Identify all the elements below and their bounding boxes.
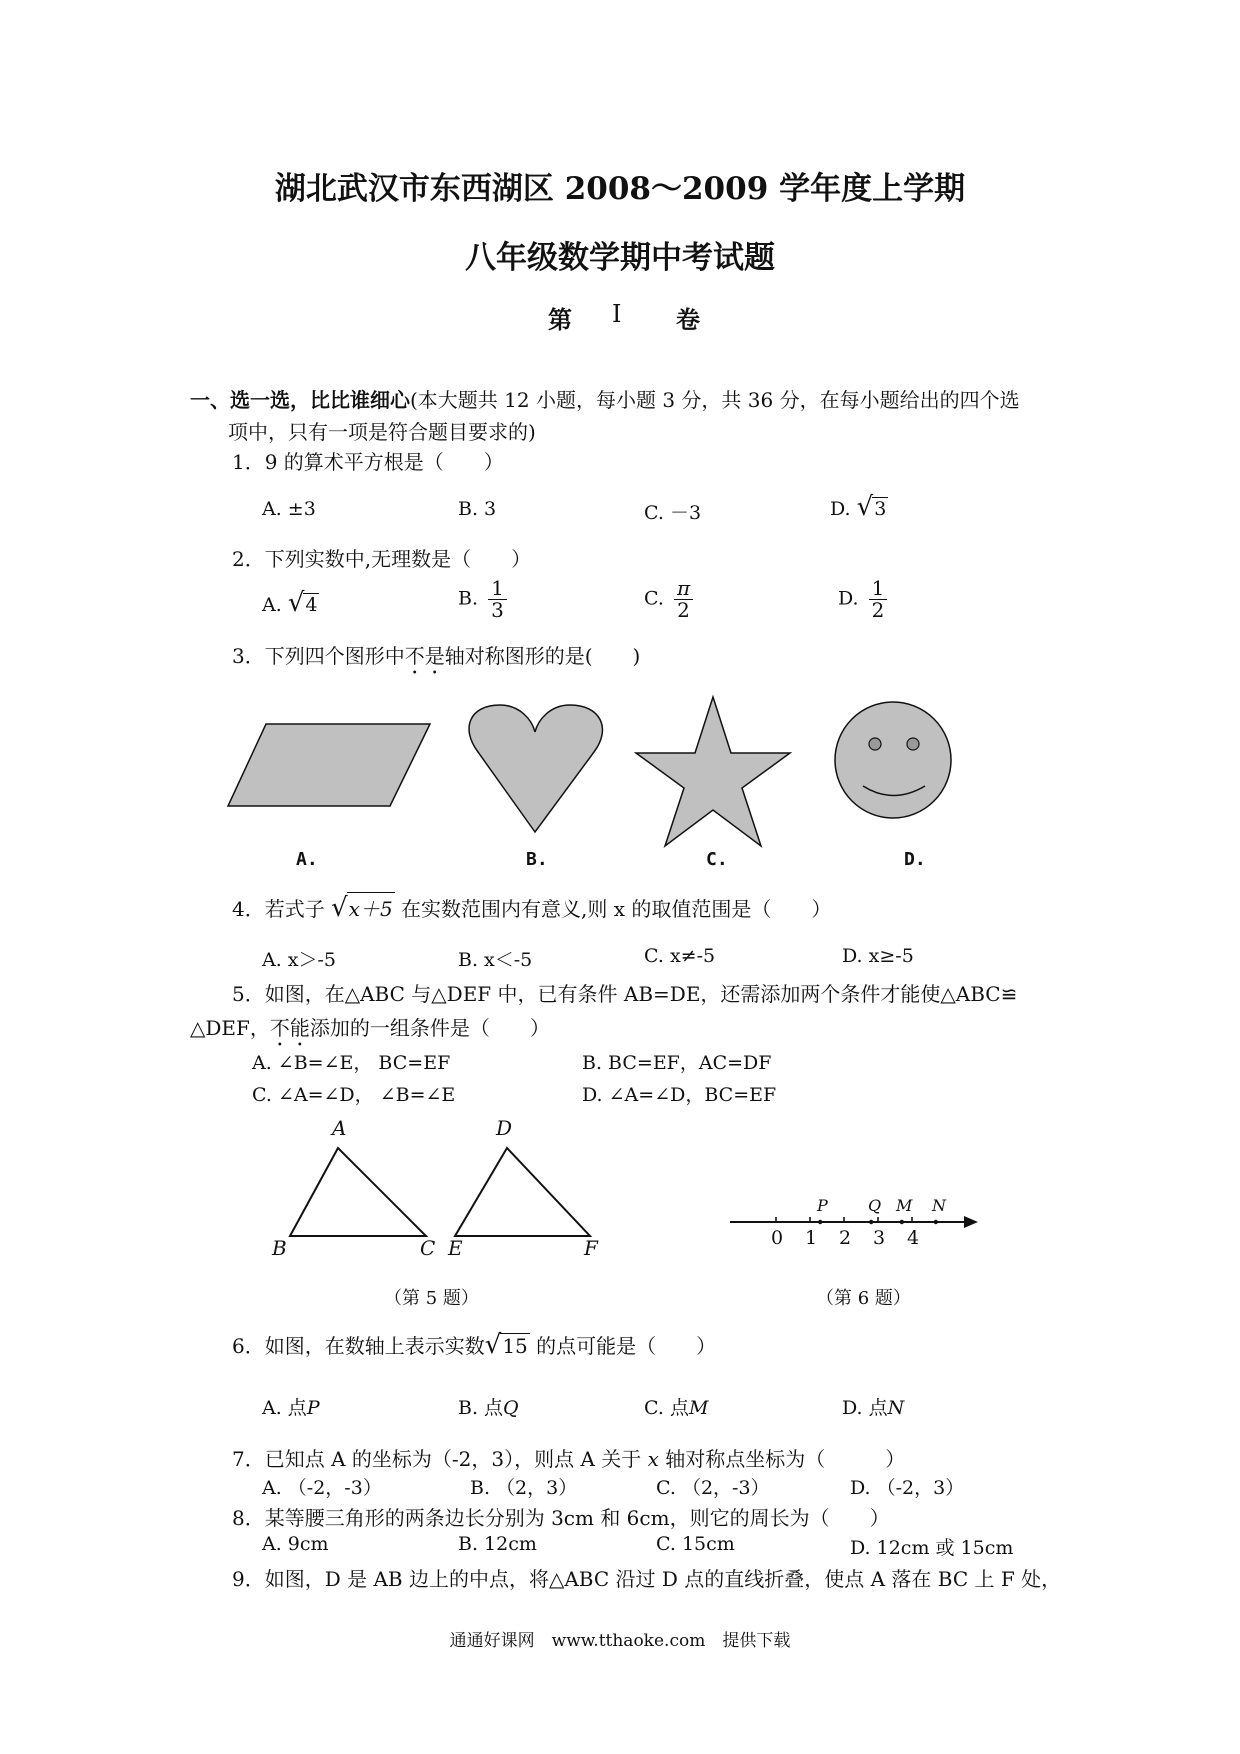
point-label-q: Q bbox=[868, 1196, 882, 1215]
point-label-m: M bbox=[896, 1196, 913, 1215]
point-label-d: D bbox=[496, 1116, 513, 1140]
number-line-point-n bbox=[934, 1220, 938, 1224]
q2-stem: 2．下列实数中,无理数是（ ） bbox=[232, 547, 532, 571]
q6-option-b-prefix: B. 点 bbox=[458, 1397, 504, 1419]
q2-option-a-prefix: A. bbox=[262, 594, 282, 616]
q6-option-c-var: M bbox=[688, 1397, 709, 1419]
q5-stem-line2-part2: 添加的一组条件是（ ） bbox=[309, 1016, 550, 1040]
q6-option-c bbox=[644, 1393, 708, 1420]
q2-option-d-prefix: D. bbox=[838, 587, 859, 610]
q4-option-c: C. x≠-5 bbox=[644, 945, 716, 967]
q2-option-c-prefix: C. bbox=[644, 587, 664, 610]
q8-option-c: C. 15cm bbox=[656, 1533, 735, 1555]
q3-label-b: B. bbox=[526, 849, 548, 870]
q3-label-a: A. bbox=[296, 849, 318, 870]
q7-stem-var: x bbox=[647, 1447, 659, 1471]
q7-option-a: A. （-2，-3） bbox=[262, 1477, 382, 1499]
fraction-denominator: 2 bbox=[871, 598, 885, 622]
fraction-numerator: π bbox=[674, 578, 693, 600]
q2-option-b-prefix: B. bbox=[458, 587, 479, 610]
q3-stem-part2: 轴对称图形的是( ) bbox=[444, 644, 641, 668]
page-footer: 通通好课网 www.tthaoke.com 提供下载 bbox=[449, 1631, 791, 1651]
q4-stem-part1: 4．若式子 bbox=[232, 897, 325, 921]
q7-option-c: C. （2，-3） bbox=[656, 1477, 770, 1499]
q1-option-d-prefix: D. bbox=[830, 498, 851, 520]
point-label-e: E bbox=[448, 1236, 463, 1260]
fraction-denominator: 2 bbox=[677, 598, 690, 622]
volume-label-2: Ⅰ bbox=[612, 300, 626, 328]
point-label-b: B bbox=[272, 1236, 287, 1260]
q7-option-b: B. （2，3） bbox=[470, 1477, 578, 1499]
number-line-point-m bbox=[900, 1220, 904, 1224]
point-label-a: A bbox=[332, 1116, 347, 1140]
section-heading: 一、选一选，比比谁细心 bbox=[190, 388, 410, 412]
point-label-f: F bbox=[584, 1236, 598, 1260]
sqrt-symbol: √ bbox=[331, 893, 348, 923]
sqrt-symbol: √ bbox=[856, 492, 874, 522]
tick-label-1: 1 bbox=[805, 1227, 818, 1249]
q3-stem-part1: 3．下列四个图形中 bbox=[232, 644, 405, 668]
q6-option-a bbox=[262, 1393, 320, 1420]
q6-option-d-var: N bbox=[887, 1397, 905, 1419]
q4-option-b: B. x＜-5 bbox=[458, 949, 533, 971]
q5-option-b: B. BC=EF，AC=DF bbox=[582, 1052, 772, 1074]
q7-option-d: D. （-2，3） bbox=[850, 1477, 965, 1499]
number-line-point-p bbox=[818, 1220, 822, 1224]
volume-label-1: 第 bbox=[548, 305, 576, 334]
q1-option-a: A. ±3 bbox=[262, 498, 316, 520]
q4-stem-part2: 在实数范围内有意义,则 x 的取值范围是（ ） bbox=[401, 897, 832, 921]
section-instructions-2: 项中，只有一项是符合题目要求的) bbox=[228, 420, 536, 444]
q6-option-d bbox=[842, 1393, 904, 1420]
q6-caption: （第 6 题） bbox=[816, 1288, 911, 1309]
q5-option-a: A. ∠B=∠E， BC=EF bbox=[252, 1052, 451, 1074]
point-label-c: C bbox=[420, 1236, 436, 1260]
sqrt-symbol: √ bbox=[287, 588, 305, 618]
q7-stem-part1: 7．已知点 A 的坐标为（-2，3），则点 A 关于 bbox=[232, 1447, 642, 1471]
page-title-line1: 湖北武汉市东西湖区 2008～2009 学年度上学期 bbox=[274, 171, 966, 207]
q6-stem-part2: 的点可能是（ ） bbox=[536, 1334, 717, 1358]
fraction-numerator: 1 bbox=[488, 578, 507, 600]
q6-radicand: 15 bbox=[502, 1334, 528, 1358]
tick-label-4: 4 bbox=[907, 1227, 920, 1249]
q1-stem: 1．9 的算术平方根是（ ） bbox=[232, 450, 504, 474]
number-line-point-q bbox=[869, 1220, 873, 1224]
q7-stem bbox=[232, 1443, 905, 1472]
q5-stem-line2-part1: △DEF， bbox=[190, 1016, 270, 1040]
q8-option-b: B. 12cm bbox=[458, 1533, 537, 1555]
q1-option-b: B. 3 bbox=[458, 498, 497, 520]
q3-stem-emphasis: 不是 bbox=[404, 644, 445, 668]
q3-label-d: D. bbox=[904, 849, 926, 870]
tick-label-3: 3 bbox=[873, 1227, 886, 1249]
tick-label-0: 0 bbox=[771, 1227, 784, 1249]
q6-option-b bbox=[458, 1393, 519, 1420]
q4-option-d: D. x≥-5 bbox=[842, 945, 914, 967]
q2-option-a-radicand: 4 bbox=[305, 594, 318, 616]
q6-stem bbox=[232, 1330, 716, 1360]
q8-stem: 8．某等腰三角形的两条边长分别为 3cm 和 6cm，则它的周长为（ ） bbox=[232, 1506, 890, 1530]
point-label-p: P bbox=[817, 1196, 828, 1215]
point-label-n: N bbox=[932, 1196, 946, 1215]
page-title-line2: 八年级数学期中考试题 bbox=[465, 240, 775, 276]
q1-option-c: C. －3 bbox=[644, 502, 702, 524]
q3-label-c: C. bbox=[706, 849, 728, 870]
sqrt-symbol: √ bbox=[484, 1330, 502, 1360]
q4-radicand: x＋5 bbox=[347, 892, 395, 922]
q5-caption: （第 5 题） bbox=[384, 1288, 479, 1309]
tick-label-2: 2 bbox=[839, 1227, 852, 1249]
volume-label-3: 卷 bbox=[676, 305, 704, 334]
q6-option-d-prefix: D. 点 bbox=[842, 1397, 888, 1419]
section-instructions-1: (本大题共 12 小题，每小题 3 分，共 36 分，在每小题给出的四个选 bbox=[410, 388, 1020, 412]
q6-stem-part1: 6．如图，在数轴上表示实数 bbox=[232, 1334, 485, 1358]
q1-option-d-radicand: 3 bbox=[874, 498, 887, 520]
q8-option-a: A. 9cm bbox=[262, 1533, 329, 1555]
q6-option-b-var: Q bbox=[503, 1397, 519, 1419]
q5-option-c: C. ∠A=∠D， ∠B=∠E bbox=[252, 1084, 456, 1106]
q9-stem: 9．如图，D 是 AB 边上的中点，将△ABC 沿过 D 点的直线折叠，使点 A 落在 BC 上 F 处， bbox=[232, 1567, 1062, 1591]
fraction-numerator: 1 bbox=[869, 578, 888, 600]
number-line-arrow-icon bbox=[964, 1216, 978, 1228]
q8-option-d: D. 12cm 或 15cm bbox=[850, 1537, 1014, 1559]
q6-option-c-prefix: C. 点 bbox=[644, 1397, 689, 1419]
q6-option-a-prefix: A. 点 bbox=[262, 1397, 307, 1419]
q5-stem-emphasis: 不能 bbox=[269, 1016, 310, 1040]
fraction-denominator: 3 bbox=[491, 598, 504, 622]
q4-option-a: A. x＞-5 bbox=[262, 949, 337, 971]
q5-option-d: D. ∠A=∠D，BC=EF bbox=[582, 1084, 777, 1106]
q7-stem-part2: 轴对称点坐标为（ ） bbox=[665, 1447, 906, 1471]
q5-stem-line1: 5．如图，在△ABC 与△DEF 中，已有条件 AB=DE，还需添加两个条件才能使△ABC≌ bbox=[232, 982, 1018, 1006]
q6-option-a-var: P bbox=[306, 1397, 320, 1419]
